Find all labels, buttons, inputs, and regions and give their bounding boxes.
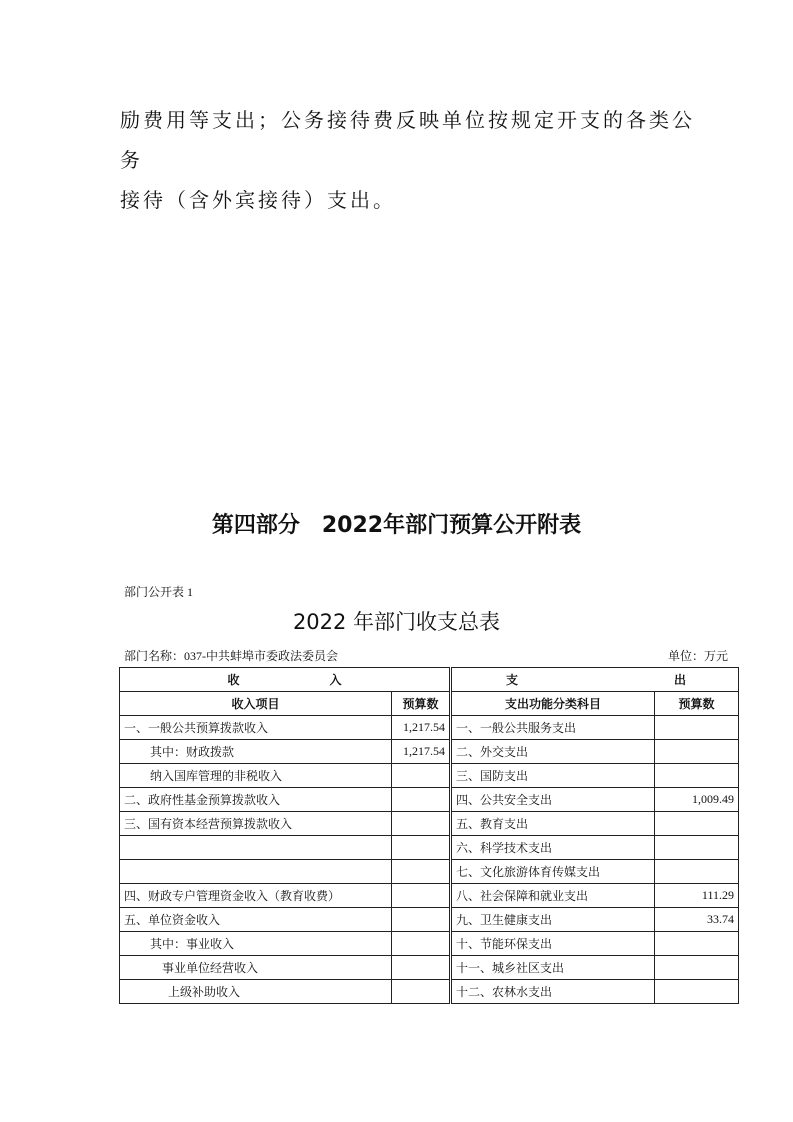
income-amount-cell xyxy=(392,932,451,956)
expense-amount-cell xyxy=(655,812,739,836)
income-amount-cell: 1,217.54 xyxy=(392,716,451,740)
expense-cell: 十二、农林水支出 xyxy=(451,980,655,1004)
income-amount-cell xyxy=(392,908,451,932)
table-row xyxy=(120,884,739,908)
column-header-row xyxy=(120,692,739,716)
income-amount-cell xyxy=(392,860,451,884)
expense-group-header xyxy=(451,668,739,692)
table-row xyxy=(120,836,739,860)
expense-amount-cell xyxy=(655,980,739,1004)
income-cell: 其中：财政拨款 xyxy=(120,740,392,764)
budget-table xyxy=(119,667,739,1004)
expense-cell: 十一、城乡社区支出 xyxy=(451,956,655,980)
expense-amount-cell xyxy=(655,740,739,764)
income-amount-cell xyxy=(392,980,451,1004)
income-group-char-b: 入 xyxy=(329,673,342,687)
income-cell: 事业单位经营收入 xyxy=(120,956,392,980)
income-amount-cell xyxy=(392,764,451,788)
expense-item-header: 支出功能分类科目 xyxy=(451,692,655,716)
expense-amount-header: 预算数 xyxy=(655,692,739,716)
table-row xyxy=(120,980,739,1004)
table-row xyxy=(120,740,739,764)
income-cell: 一、一般公共预算拨款收入 xyxy=(120,716,392,740)
income-amount-cell xyxy=(392,956,451,980)
income-amount-cell xyxy=(392,884,451,908)
expense-cell: 一、一般公共服务支出 xyxy=(451,716,655,740)
income-cell: 三、国有资本经营预算拨款收入 xyxy=(120,812,392,836)
expense-amount-cell xyxy=(655,716,739,740)
expense-group-char-a: 支 xyxy=(506,673,519,687)
expense-cell: 二、外交支出 xyxy=(451,740,655,764)
table-title: 2022 年部门收支总表 xyxy=(292,610,501,634)
expense-amount-cell: 111.29 xyxy=(655,884,739,908)
expense-cell: 九、卫生健康支出 xyxy=(451,908,655,932)
income-cell: 上级补助收入 xyxy=(120,980,392,1004)
table-row xyxy=(120,764,739,788)
income-item-header: 收入项目 xyxy=(120,692,392,716)
table-row xyxy=(120,812,739,836)
income-amount-cell xyxy=(392,788,451,812)
expense-group-char-b: 出 xyxy=(674,673,687,687)
income-amount-cell xyxy=(392,836,451,860)
income-cell xyxy=(120,860,392,884)
expense-amount-cell xyxy=(655,764,739,788)
table-tag: 部门公开表 1 xyxy=(124,585,194,599)
expense-cell: 八、社会保障和就业支出 xyxy=(451,884,655,908)
income-cell: 四、财政专户管理资金收入（教育收费） xyxy=(120,884,392,908)
income-amount-cell: 1,217.54 xyxy=(392,740,451,764)
body-paragraph xyxy=(120,100,700,220)
income-cell xyxy=(120,836,392,860)
income-group-header xyxy=(120,668,451,692)
expense-cell: 五、教育支出 xyxy=(451,812,655,836)
expense-amount-cell: 33.74 xyxy=(655,908,739,932)
income-group-char-a: 收 xyxy=(227,673,240,687)
expense-amount-cell xyxy=(655,956,739,980)
expense-cell: 三、国防支出 xyxy=(451,764,655,788)
expense-amount-cell xyxy=(655,860,739,884)
expense-amount-cell xyxy=(655,836,739,860)
income-cell: 二、政府性基金预算拨款收入 xyxy=(120,788,392,812)
section-title: 第四部分 2022年部门预算公开附表 xyxy=(211,513,582,538)
unit-label: 单位：万元 xyxy=(667,649,728,663)
table-row xyxy=(120,788,739,812)
income-amount-cell xyxy=(392,812,451,836)
paragraph-line-1: 励费用等支出；公务接待费反映单位按规定开支的各类公务 xyxy=(120,108,695,172)
table-row xyxy=(120,908,739,932)
expense-cell: 四、公共安全支出 xyxy=(451,788,655,812)
expense-cell: 十、节能环保支出 xyxy=(451,932,655,956)
expense-cell: 七、文化旅游体育传媒支出 xyxy=(451,860,655,884)
expense-amount-cell: 1,009.49 xyxy=(655,788,739,812)
income-amount-header: 预算数 xyxy=(392,692,451,716)
income-cell: 纳入国库管理的非税收入 xyxy=(120,764,392,788)
income-cell: 五、单位资金收入 xyxy=(120,908,392,932)
table-row xyxy=(120,932,739,956)
table-row xyxy=(120,956,739,980)
expense-cell: 六、科学技术支出 xyxy=(451,836,655,860)
table-row xyxy=(120,860,739,884)
income-cell: 其中：事业收入 xyxy=(120,932,392,956)
paragraph-line-2: 接待（含外宾接待）支出。 xyxy=(120,188,396,212)
table-row xyxy=(120,716,739,740)
group-header-row xyxy=(120,668,739,692)
expense-amount-cell xyxy=(655,932,739,956)
department-name: 部门名称：037-中共蚌埠市委政法委员会 xyxy=(124,649,338,663)
